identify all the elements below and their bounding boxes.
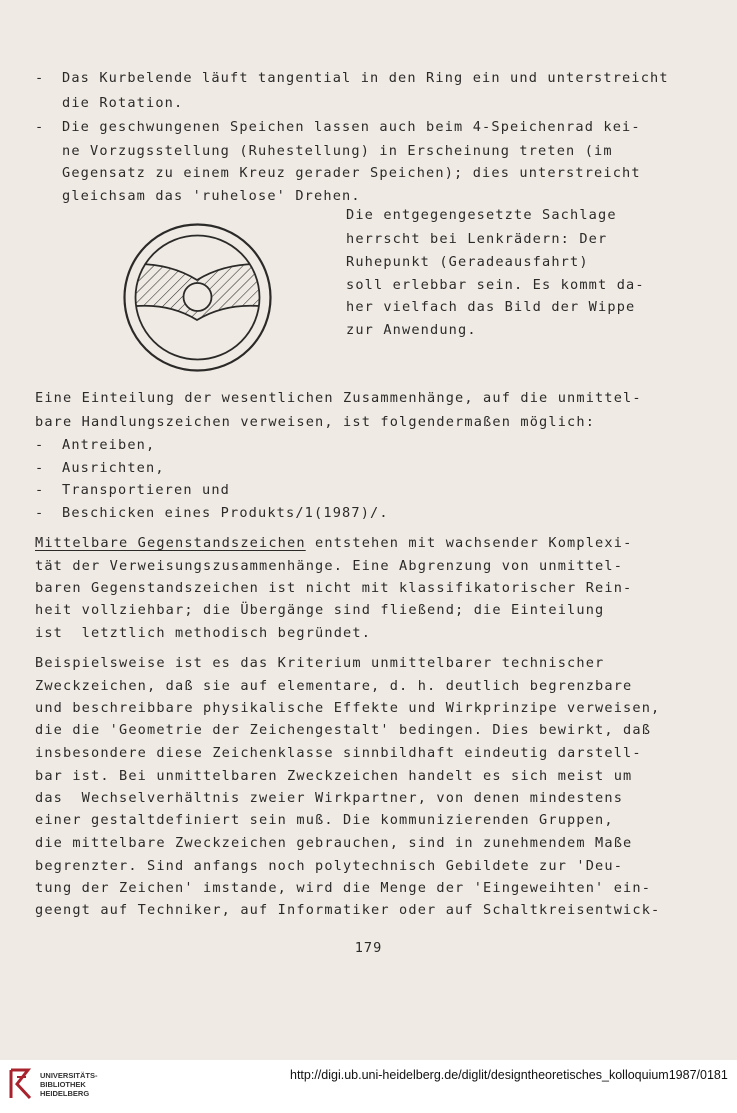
text-line: tät der Verweisungszusammenhänge. Eine Abgrenzung von unmittel- bbox=[35, 558, 624, 574]
text-line: das Wechselverhältnis zweier Wirkpartner, von denen mindestens bbox=[35, 790, 624, 806]
bullet-dash: - bbox=[35, 505, 45, 521]
text-line: heit vollziehbar; die Übergänge sind fließend; die Einteilung bbox=[35, 602, 605, 618]
text-line: Zweckzeichen, daß sie auf elementare, d. h. deutlich begrenzbare bbox=[35, 678, 633, 694]
text-line: die Rotation. bbox=[62, 95, 184, 111]
caption-line: herrscht bei Lenkrädern: Der bbox=[346, 231, 608, 247]
caption-line: her vielfach das Bild der Wippe bbox=[346, 299, 636, 315]
text-line: begrenzter. Sind anfangs noch polytechnisch Gebildete zur 'Deu- bbox=[35, 858, 624, 874]
source-url-link[interactable]: http://digi.ub.uni-heidelberg.de/diglit/designtheoretisches_kolloquium1987/0181 bbox=[290, 1068, 728, 1082]
list-item: Antreiben, bbox=[62, 437, 156, 453]
text-line: und beschreibbare physikalische Effekte und Wirkprinzipe verweisen, bbox=[35, 700, 661, 716]
caption-line: Die entgegengesetzte Sachlage bbox=[346, 207, 617, 223]
text-line: Eine Einteilung der wesentlichen Zusammenhänge, auf die unmittel- bbox=[35, 390, 642, 406]
library-name: UNIVERSITÄTS- BIBLIOTHEK HEIDELBERG bbox=[40, 1071, 98, 1098]
caption-line: zur Anwendung. bbox=[346, 322, 477, 338]
bullet-dash: - bbox=[35, 460, 45, 476]
text-line: die die 'Geometrie der Zeichengestalt' bedingen. Dies bewirkt, daß bbox=[35, 722, 652, 738]
text-line: bar ist. Bei unmittelbaren Zweckzeichen handelt es sich meist um bbox=[35, 768, 633, 784]
list-item: Transportieren und bbox=[62, 482, 231, 498]
text-line: Das Kurbelende läuft tangential in den Ring ein und unterstreicht bbox=[62, 70, 669, 86]
text-line: bare Handlungszeichen verweisen, ist folgendermaßen möglich: bbox=[35, 414, 596, 430]
list-item: Beschicken eines Produkts/1(1987)/. bbox=[62, 505, 389, 521]
text-line: tung der Zeichen' imstande, wird die Menge der 'Eingeweihten' ein- bbox=[35, 880, 652, 896]
steering-wheel-figure bbox=[120, 220, 275, 375]
bullet-dash: - bbox=[35, 70, 45, 86]
text-line: geengt auf Techniker, auf Informatiker oder auf Schaltkreisentwick- bbox=[35, 902, 661, 918]
caption-line: Ruhepunkt (Geradeausfahrt) bbox=[346, 254, 589, 270]
text-fragment: entstehen mit wachsender Komplexi- bbox=[305, 535, 633, 551]
text-line: baren Gegenstandszeichen ist nicht mit klassifikatorischer Rein- bbox=[35, 580, 633, 596]
paragraph-first-line bbox=[35, 533, 675, 553]
underlined-term: Mittelbare Gegenstandszeichen bbox=[35, 535, 306, 551]
text-line: ist letztlich methodisch begründet. bbox=[35, 625, 372, 641]
bullet-dash: - bbox=[35, 482, 45, 498]
text-line: die mittelbare Zweckzeichen gebrauchen, sind in zunehmendem Maße bbox=[35, 835, 633, 851]
text-line: Beispielsweise ist es das Kriterium unmittelbarer technischer bbox=[35, 655, 605, 671]
text-line: ne Vorzugsstellung (Ruhestellung) in Erscheinung treten (im bbox=[62, 143, 613, 159]
text-line: einer gestaltdefiniert sein muß. Die kommunizierenden Gruppen, bbox=[35, 812, 614, 828]
text-line: Gegensatz zu einem Kreuz gerader Speichen); dies unterstreicht bbox=[62, 165, 641, 181]
bullet-dash: - bbox=[35, 119, 45, 135]
bullet-dash: - bbox=[35, 437, 45, 453]
library-logo-icon bbox=[8, 1067, 34, 1101]
text-line: insbesondere diese Zeichenklasse sinnbildhaft eindeutig darstell- bbox=[35, 745, 642, 761]
page-number: 179 bbox=[354, 940, 383, 956]
list-item: Ausrichten, bbox=[62, 460, 165, 476]
text-line: Die geschwungenen Speichen lassen auch beim 4-Speichenrad kei- bbox=[62, 119, 641, 135]
text-line: gleichsam das 'ruhelose' Drehen. bbox=[62, 188, 361, 204]
caption-line: soll erlebbar sein. Es kommt da- bbox=[346, 277, 645, 293]
library-footer bbox=[0, 1060, 737, 1113]
